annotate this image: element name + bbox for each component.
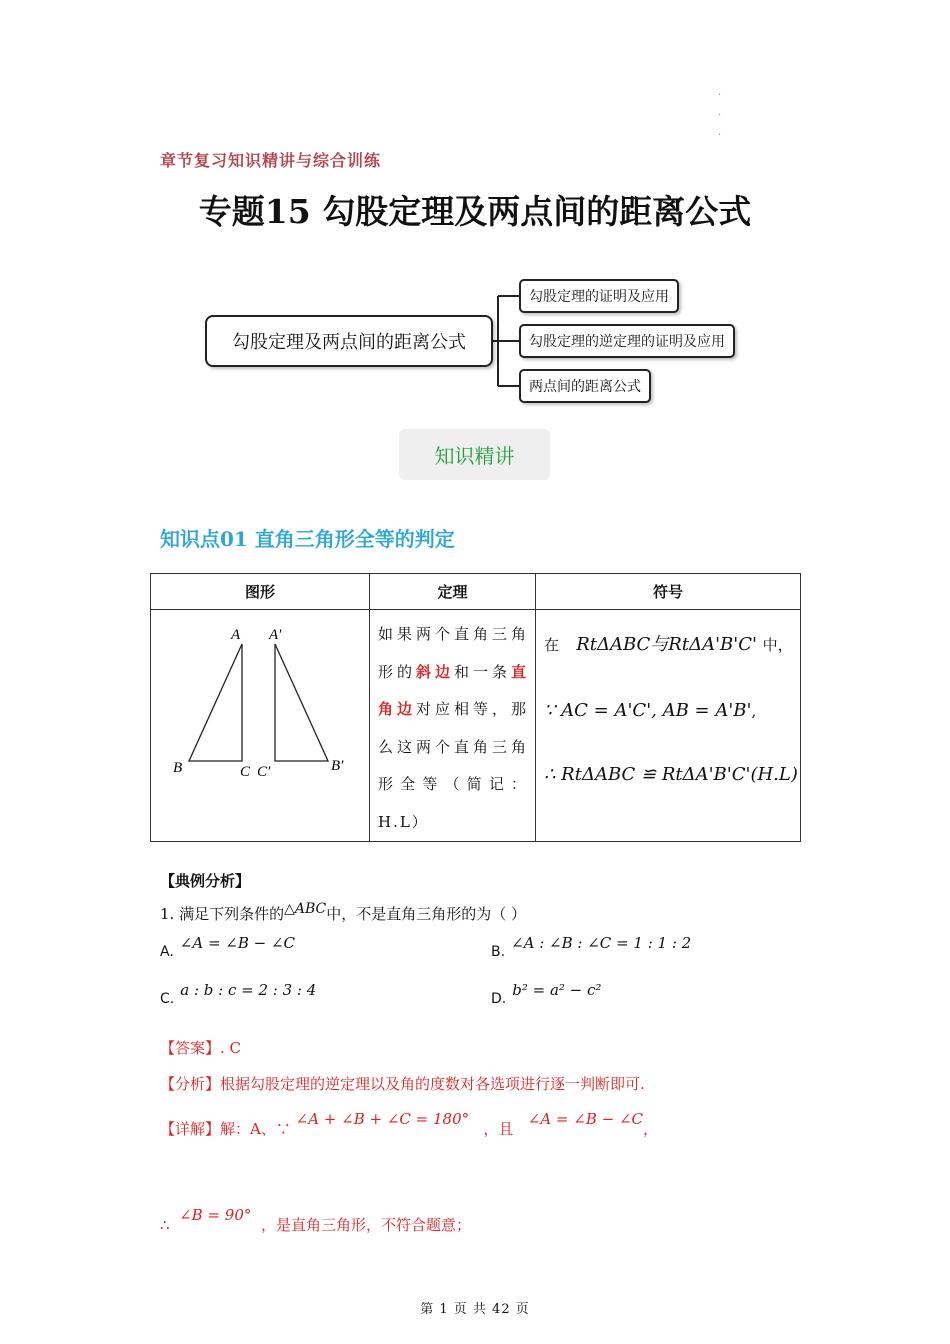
mindmap-child-proof: 勾股定理的证明及应用: [519, 279, 679, 313]
question-1: 1. 满足下列条件的△ABC中，不是直角三角形的为（ ）: [160, 901, 527, 923]
mindmap-root: 勾股定理及两点间的距离公式: [205, 315, 493, 367]
theorem-table: [150, 573, 801, 842]
header-figure: 图形: [151, 574, 370, 610]
hypotenuse-highlight: 斜边: [415, 662, 454, 681]
page-footer: 第 1 页 共 42 页: [420, 1302, 530, 1317]
option-c: C. a : b : c = 2 : 3 : 4: [160, 981, 317, 1007]
triangle-abc: [189, 644, 242, 761]
symbol-line-3: ∴ RtΔABC ≌ RtΔA'B'C'(H.L): [544, 764, 798, 785]
theorem-cell: [370, 610, 536, 842]
theorem-text: 如果两个直角三角形的斜边和一条直角边对应相等，那么这两个直角三角形全等（简记：H.L）: [378, 625, 528, 831]
answer-line: 【答案】. C: [160, 1039, 242, 1057]
table-row: [151, 610, 801, 842]
leg-highlight: 直角边: [378, 662, 528, 718]
knowledge-point-title: 知识点01 直角三角形全等的判定: [160, 527, 455, 551]
label-a: A: [231, 627, 241, 643]
knowledge-box: 知识精讲: [399, 429, 550, 480]
symbol-cell: [536, 610, 801, 842]
mindmap-child-converse: 勾股定理的逆定理的证明及应用: [519, 324, 735, 358]
symbol-line-1: 在 RtΔABC与RtΔA'B'C' 中，: [544, 634, 793, 655]
example-heading: 【典例分析】: [160, 872, 251, 890]
detail-line: 【详解】解：A、∵ ∠A + ∠B + ∠C = 180° ，且 ∠A = ∠B − ∠C，: [160, 1110, 659, 1138]
option-d: D. b² = a² − c²: [491, 981, 602, 1007]
label-b: B: [173, 760, 183, 776]
table-header-row: [151, 574, 801, 610]
label-c: C: [240, 764, 251, 780]
header-theorem: 定理: [370, 574, 536, 610]
option-b: B. ∠A : ∠B : ∠C = 1 : 1 : 2: [491, 934, 692, 960]
triangle-a2b2c2: [275, 644, 328, 761]
figure-cell: [151, 610, 370, 842]
triangles-figure: [151, 610, 369, 830]
label-b-prime: B′: [331, 758, 344, 774]
header-symbol: 符号: [536, 574, 801, 610]
label-c-prime: C′: [257, 764, 271, 780]
mindmap-child-distance: 两点间的距离公式: [519, 369, 651, 403]
analysis-line: 【分析】根据勾股定理的逆定理以及角的度数对各选项进行逐一判断即可.: [160, 1075, 645, 1093]
page-title: 专题15 勾股定理及两点间的距离公式: [198, 192, 752, 231]
symbol-line-2: ∵ AC = A'C', AB = A'B',: [544, 700, 757, 721]
section-label: 章节复习知识精讲与综合训练: [160, 151, 382, 170]
label-a-prime: A′: [269, 627, 282, 643]
conclusion-line: ∴ ∠B = 90° ，是直角三角形，不符合题意；: [160, 1206, 471, 1234]
decorative-dots: · · ·: [718, 90, 722, 141]
option-a: A. ∠A = ∠B − ∠C: [160, 934, 296, 960]
